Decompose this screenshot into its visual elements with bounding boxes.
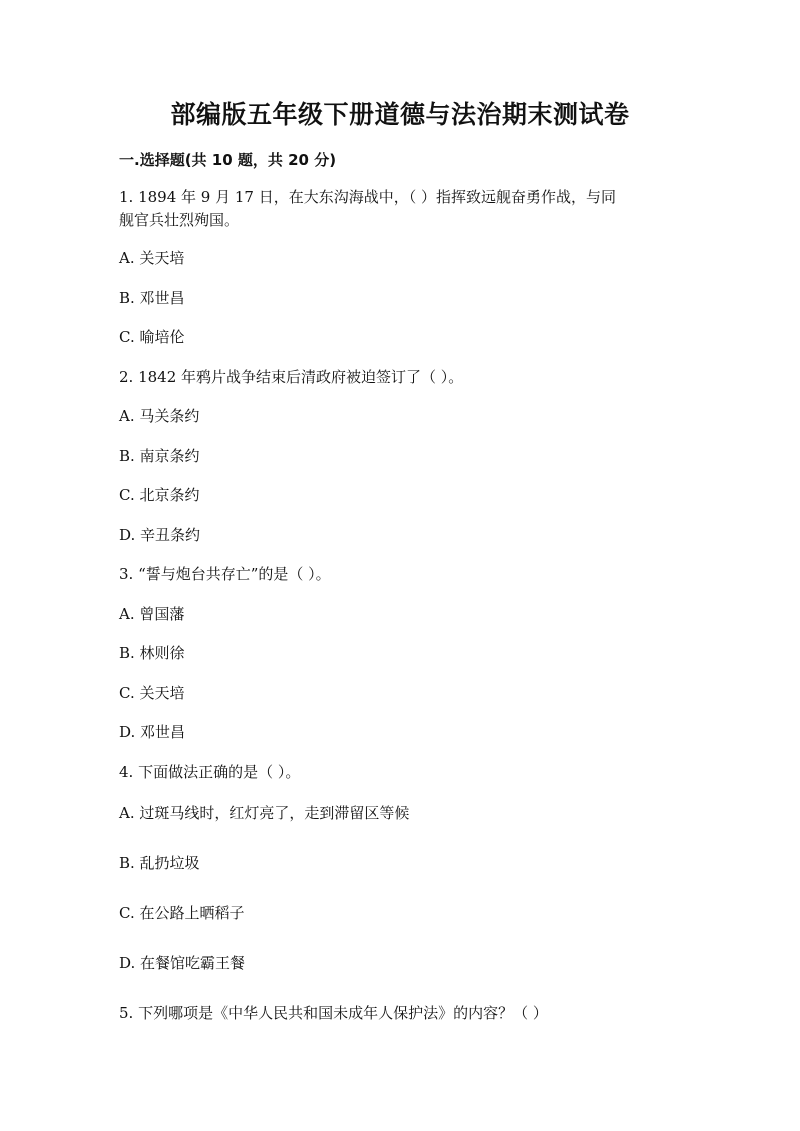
question-2-option-b: B. 南京条约: [119, 447, 200, 465]
question-3-stem: 3. “誓与炮台共存亡”的是（ ）。: [119, 565, 331, 583]
question-2-stem: 2. 1842 年鸦片战争结束后清政府被迫签订了（ ）。: [119, 368, 464, 386]
question-2-option-c: C. 北京条约: [119, 486, 200, 504]
question-2-option-d: D. 辛丑条约: [119, 526, 201, 544]
section-heading: 一.选择题(共 10 题，共 20 分): [119, 151, 337, 169]
question-4-option-b: B. 乱扔垃圾: [119, 854, 200, 872]
page-title: 部编版五年级下册道德与法治期末测试卷: [170, 100, 630, 129]
question-4-option-a: A. 过斑马线时，红灯亮了，走到滞留区等候: [119, 804, 410, 822]
question-4-option-d: D. 在餐馆吃霸王餐: [119, 954, 246, 972]
question-3-option-c: C. 关天培: [119, 684, 185, 702]
question-5-stem: 5. 下列哪项是《中华人民共和国未成年人保护法》的内容？（ ）: [119, 1004, 548, 1022]
question-3-option-d: D. 邓世昌: [119, 723, 186, 741]
question-4-option-c: C. 在公路上晒稻子: [119, 904, 245, 922]
question-1-option-c: C. 喻培伦: [119, 328, 185, 346]
question-1-option-b: B. 邓世昌: [119, 289, 185, 307]
question-2-option-a: A. 马关条约: [119, 407, 200, 425]
question-3-option-a: A. 曾国藩: [119, 605, 185, 623]
question-1-stem-line-2: 舰官兵壮烈殉国。: [119, 211, 240, 229]
question-4-stem: 4. 下面做法正确的是（ ）。: [119, 763, 301, 781]
question-1-stem-line-1: 1. 1894 年 9 月 17 日，在大东沟海战中，（ ）指挥致远舰奋勇作战，与同: [119, 188, 616, 206]
question-1-option-a: A. 关天培: [119, 249, 185, 267]
question-3-option-b: B. 林则徐: [119, 644, 185, 662]
